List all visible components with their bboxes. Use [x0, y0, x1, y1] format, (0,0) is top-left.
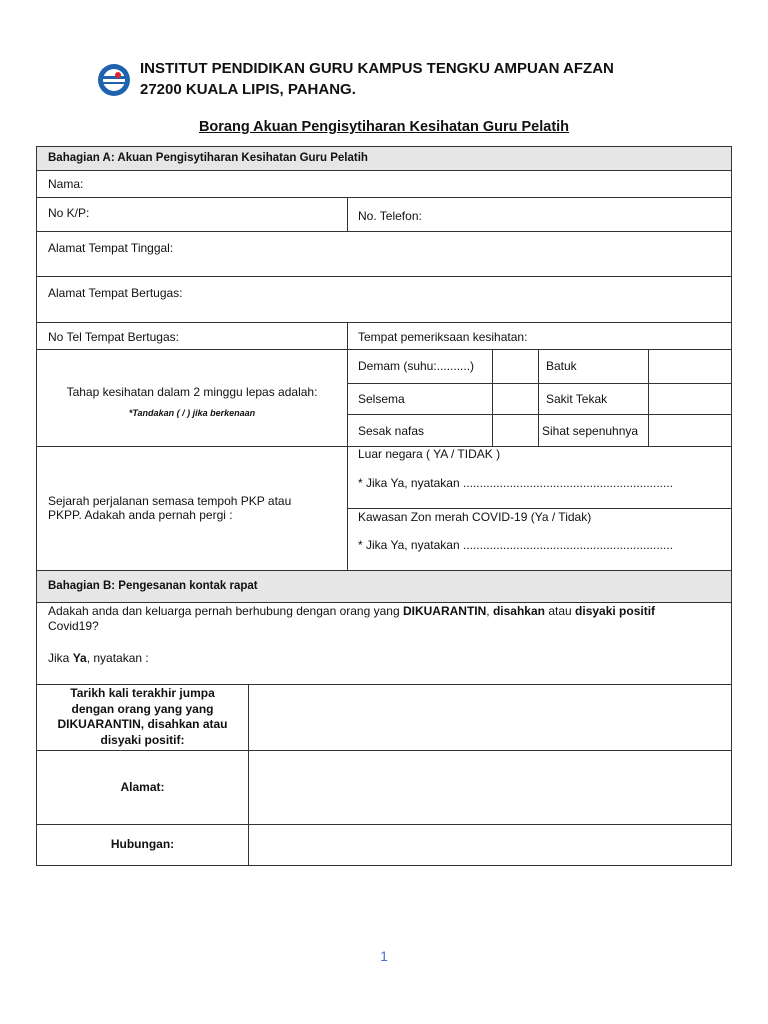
symptom-sihat: Sihat sepenuhnya: [542, 424, 639, 438]
travel-label: [48, 494, 291, 522]
institution-line-2: 27200 KUALA LIPIS, PAHANG.: [140, 81, 356, 98]
contact-question-line-2: Covid19?: [48, 619, 99, 633]
jika-ya-label: Jika Ya, nyatakan :: [48, 651, 149, 665]
symptom-sakit-tekak: Sakit Tekak: [546, 392, 608, 406]
alamat-label: Alamat:: [120, 780, 165, 794]
checkbox-sesak-nafas[interactable]: [493, 415, 538, 446]
travel-label-line-2: PKPP. Adakah anda pernah pergi :: [48, 508, 233, 522]
tempat-pemeriksaan-field[interactable]: Tempat pemeriksaan kesihatan:: [358, 330, 528, 344]
tahap-kesihatan-note: *Tandakan ( / ) jika berkenaan: [128, 408, 256, 418]
symptom-batuk: Batuk: [546, 359, 577, 373]
symptom-demam: Demam (suhu:..........): [358, 359, 475, 373]
no-kp-field[interactable]: No K/P:: [48, 206, 90, 220]
alamat-tinggal-field[interactable]: Alamat Tempat Tinggal:: [48, 241, 174, 255]
institution-name: [140, 58, 614, 100]
section-a-heading: Bahagian A: Akuan Pengisytiharan Kesihatan Guru Pelatih: [48, 152, 368, 164]
no-tel-bertugas-field[interactable]: No Tel Tempat Bertugas:: [48, 330, 179, 344]
page-number: 1: [380, 948, 388, 964]
form-title: Borang Akuan Pengisytiharan Kesihatan Guru Pelatih: [198, 119, 570, 135]
no-telefon-field[interactable]: No. Telefon:: [358, 209, 422, 223]
alamat-bertugas-field[interactable]: Alamat Tempat Bertugas:: [48, 286, 183, 300]
contact-question-line-1: Adakah anda dan keluarga pernah berhubung dengan orang yang DIKUARANTIN, disahkan atau disyaki positif: [48, 604, 656, 618]
ipg-logo: [96, 62, 132, 98]
hubungan-label: Hubungan:: [110, 837, 175, 851]
checkbox-sihat[interactable]: [649, 415, 731, 446]
travel-label-line-1: Sejarah perjalanan semasa tempoh PKP atau: [48, 494, 292, 508]
luar-negara-question: Luar negara ( YA / TIDAK ): [358, 447, 501, 461]
section-b-heading: Bahagian B: Pengesanan kontak rapat: [48, 580, 258, 592]
zon-merah-question: Kawasan Zon merah COVID-19 (Ya / Tidak): [358, 510, 592, 524]
tarikh-label: Tarikh kali terakhir jumpa dengan orang yang yang DIKUARANTIN, disahkan atau disyaki positif:: [57, 686, 228, 747]
symptom-selsema: Selsema: [358, 392, 405, 406]
checkbox-selsema[interactable]: [493, 384, 538, 414]
hubungan-field[interactable]: [249, 825, 731, 865]
contact-question: [48, 604, 728, 634]
checkbox-sakit-tekak[interactable]: [649, 384, 731, 414]
checkbox-demam[interactable]: [493, 350, 538, 383]
checkbox-batuk[interactable]: [649, 350, 731, 383]
institution-line-1: INSTITUT PENDIDIKAN GURU KAMPUS TENGKU AMPUAN AFZAN: [140, 60, 614, 77]
zon-merah-detail[interactable]: * Jika Ya, nyatakan ...............................................................: [358, 538, 673, 552]
alamat-field[interactable]: [249, 751, 731, 824]
symptom-sesak-nafas: Sesak nafas: [358, 424, 425, 438]
nama-field[interactable]: Nama:: [48, 177, 84, 191]
tarikh-field[interactable]: [249, 685, 731, 750]
tahap-kesihatan-label: Tahap kesihatan dalam 2 minggu lepas adalah:: [66, 385, 318, 399]
luar-negara-detail[interactable]: * Jika Ya, nyatakan ...............................................................: [358, 476, 673, 490]
